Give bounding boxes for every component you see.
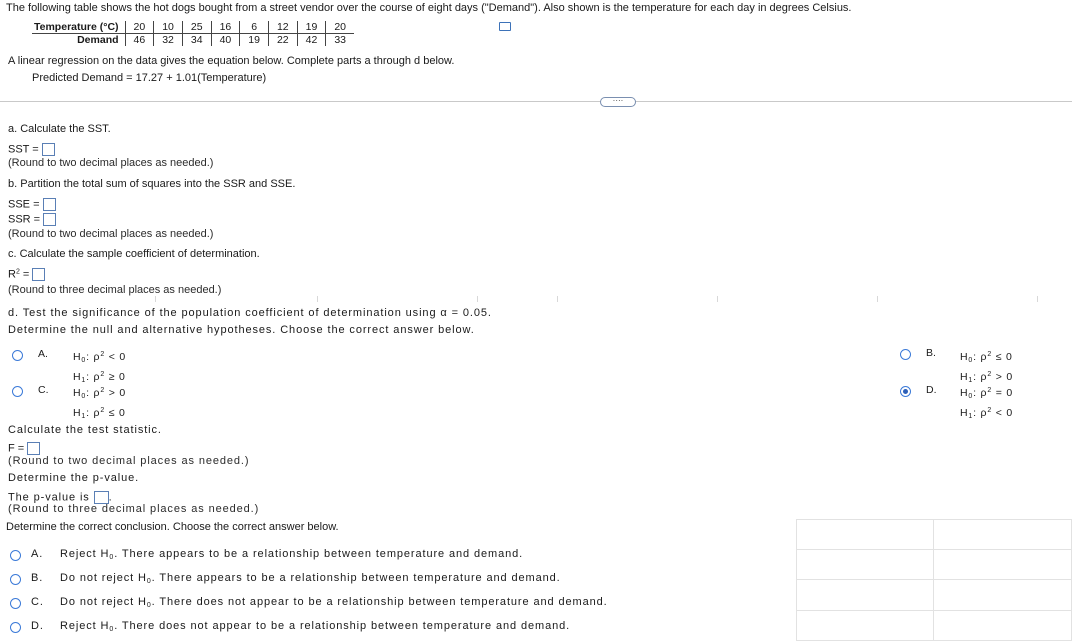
part-b-note: (Round to two decimal places as needed.) [8, 228, 214, 240]
demand-header: Demand [77, 34, 119, 46]
null-hypothesis: $H_0$: $\rho^2 < 0$ [73, 351, 127, 364]
f-label: F = [8, 442, 25, 455]
part-a-title: a. Calculate the SST. [8, 123, 111, 135]
demand-row [32, 34, 354, 47]
conclusion-option-a-radio[interactable] [10, 550, 21, 561]
sse-label: SSE = [8, 198, 40, 211]
temperature-header: Temperature (°C) [32, 21, 125, 34]
part-b-title: b. Partition the total sum of squares into the SSR and SSE. [8, 178, 296, 190]
demand-cell: 22 [268, 34, 297, 47]
temp-cell: 20 [326, 21, 354, 34]
f-row [8, 442, 40, 455]
test-statistic-prompt: Calculate the test statistic. [8, 424, 162, 436]
conclusion-prompt: Determine the correct conclusion. Choose the correct answer below. [6, 521, 339, 533]
ruler-tick [717, 296, 718, 302]
r2-row [8, 268, 45, 281]
r2-label: R [8, 268, 16, 281]
hypothesis-option-b[interactable] [960, 348, 1013, 388]
temp-cell: 10 [154, 21, 183, 34]
null-hypothesis: $H_0$: $\rho^2 \le 0$ [960, 351, 1013, 364]
hypothesis-option-c-letter: C. [38, 384, 49, 396]
demand-cell: 34 [182, 34, 211, 47]
conclusion-option-b-radio[interactable] [10, 574, 21, 585]
temp-cell: 25 [182, 21, 211, 34]
p-value-label: The p-value is [8, 491, 90, 504]
problem-intro: The following table shows the hot dogs bought from a street vendor over the course of eight days ("Demand"). Also shown is the temperature for each day in degrees Celsius. [6, 2, 852, 14]
sst-input[interactable] [42, 143, 55, 156]
divider [0, 101, 1072, 102]
null-hypothesis: $H_0$: $\rho^2 > 0$ [73, 387, 127, 400]
sse-row [8, 198, 56, 211]
ruler-tick [317, 296, 318, 302]
conclusion-option-c-radio[interactable] [10, 598, 21, 609]
p-value-prompt: Determine the p-value. [8, 472, 140, 484]
alternative-hypothesis: $H_1$: $\rho^2 \ge 0$ [73, 371, 126, 384]
temperature-row [32, 21, 354, 34]
part-c-note: (Round to three decimal places as needed.) [8, 284, 222, 296]
hypothesis-option-d[interactable] [960, 384, 1013, 424]
conclusion-option-c[interactable]: C. Do not reject $H_0$. There does not appear to be a relationship between temperature and demand. [31, 596, 608, 609]
hypothesis-option-a-radio[interactable] [12, 350, 23, 361]
conclusion-option-a[interactable]: A. Reject $H_0$. There appears to be a relationship between temperature and demand. [31, 548, 524, 561]
sse-input[interactable] [43, 198, 56, 211]
sst-row [8, 143, 55, 156]
null-hypothesis: $H_0$: $\rho^2 = 0$ [960, 387, 1014, 400]
hypotheses-prompt: Determine the null and alternative hypotheses. Choose the correct answer below. [8, 324, 475, 336]
hypothesis-option-d-radio[interactable] [900, 386, 911, 397]
temp-cell: 19 [297, 21, 326, 34]
conclusion-option-d-radio[interactable] [10, 622, 21, 633]
ruler-tick [877, 296, 878, 302]
part-c-title: c. Calculate the sample coefficient of determination. [8, 248, 260, 260]
demand-cell: 46 [125, 34, 154, 47]
background-grid [796, 519, 1072, 641]
ruler-tick [477, 296, 478, 302]
f-input[interactable] [27, 442, 40, 455]
temp-cell: 12 [268, 21, 297, 34]
demand-cell: 42 [297, 34, 326, 47]
hypothesis-option-a[interactable] [73, 348, 126, 388]
hypothesis-option-a-letter: A. [38, 348, 48, 360]
hypothesis-option-b-letter: B. [926, 347, 936, 359]
regression-text: A linear regression on the data gives the equation below. Complete parts a through d below. [8, 55, 455, 67]
hypothesis-option-c[interactable] [73, 384, 126, 424]
part-d-title: d. Test the significance of the population coefficient of determination using α = 0.05. [8, 307, 492, 319]
r2-equals: = [19, 268, 30, 281]
alternative-hypothesis: $H_1$: $\rho^2 > 0$ [960, 371, 1014, 384]
p-value-note: (Round to three decimal places as needed.) [8, 503, 260, 515]
r2-input[interactable] [32, 268, 45, 281]
demand-cell: 33 [326, 34, 354, 47]
demand-cell: 40 [211, 34, 240, 47]
f-note: (Round to two decimal places as needed.) [8, 455, 250, 467]
alternative-hypothesis: $H_1$: $\rho^2 \le 0$ [73, 407, 126, 420]
temp-cell: 16 [211, 21, 240, 34]
temp-cell: 20 [125, 21, 154, 34]
hypothesis-option-b-radio[interactable] [900, 349, 911, 360]
ruler-tick [155, 296, 156, 302]
ssr-input[interactable] [43, 213, 56, 226]
ssr-label: SSR = [8, 213, 41, 226]
sst-label: SST = [8, 143, 39, 156]
p-value-row: The p-value is . [8, 491, 113, 504]
ruler-tick [1037, 296, 1038, 302]
regression-equation: Predicted Demand = 17.27 + 1.01(Temperature) [32, 72, 267, 84]
more-button[interactable]: ···· [600, 97, 636, 107]
temp-cell: 6 [240, 21, 269, 34]
r2-superscript: 2 [15, 268, 20, 276]
ssr-row [8, 213, 56, 226]
demand-cell: 32 [154, 34, 183, 47]
ruler-tick [557, 296, 558, 302]
demand-cell: 19 [240, 34, 269, 47]
data-table [32, 21, 354, 46]
hypothesis-option-d-letter: D. [926, 384, 937, 396]
copy-table-icon[interactable] [499, 22, 511, 31]
hypothesis-option-c-radio[interactable] [12, 386, 23, 397]
alternative-hypothesis: $H_1$: $\rho^2 < 0$ [960, 407, 1014, 420]
conclusion-option-b[interactable]: B. Do not reject $H_0$. There appears to be a relationship between temperature and demand. [31, 572, 561, 585]
conclusion-option-d[interactable]: D. Reject $H_0$. There does not appear to be a relationship between temperature and demand. [31, 620, 571, 633]
part-a-note: (Round to two decimal places as needed.) [8, 157, 214, 169]
